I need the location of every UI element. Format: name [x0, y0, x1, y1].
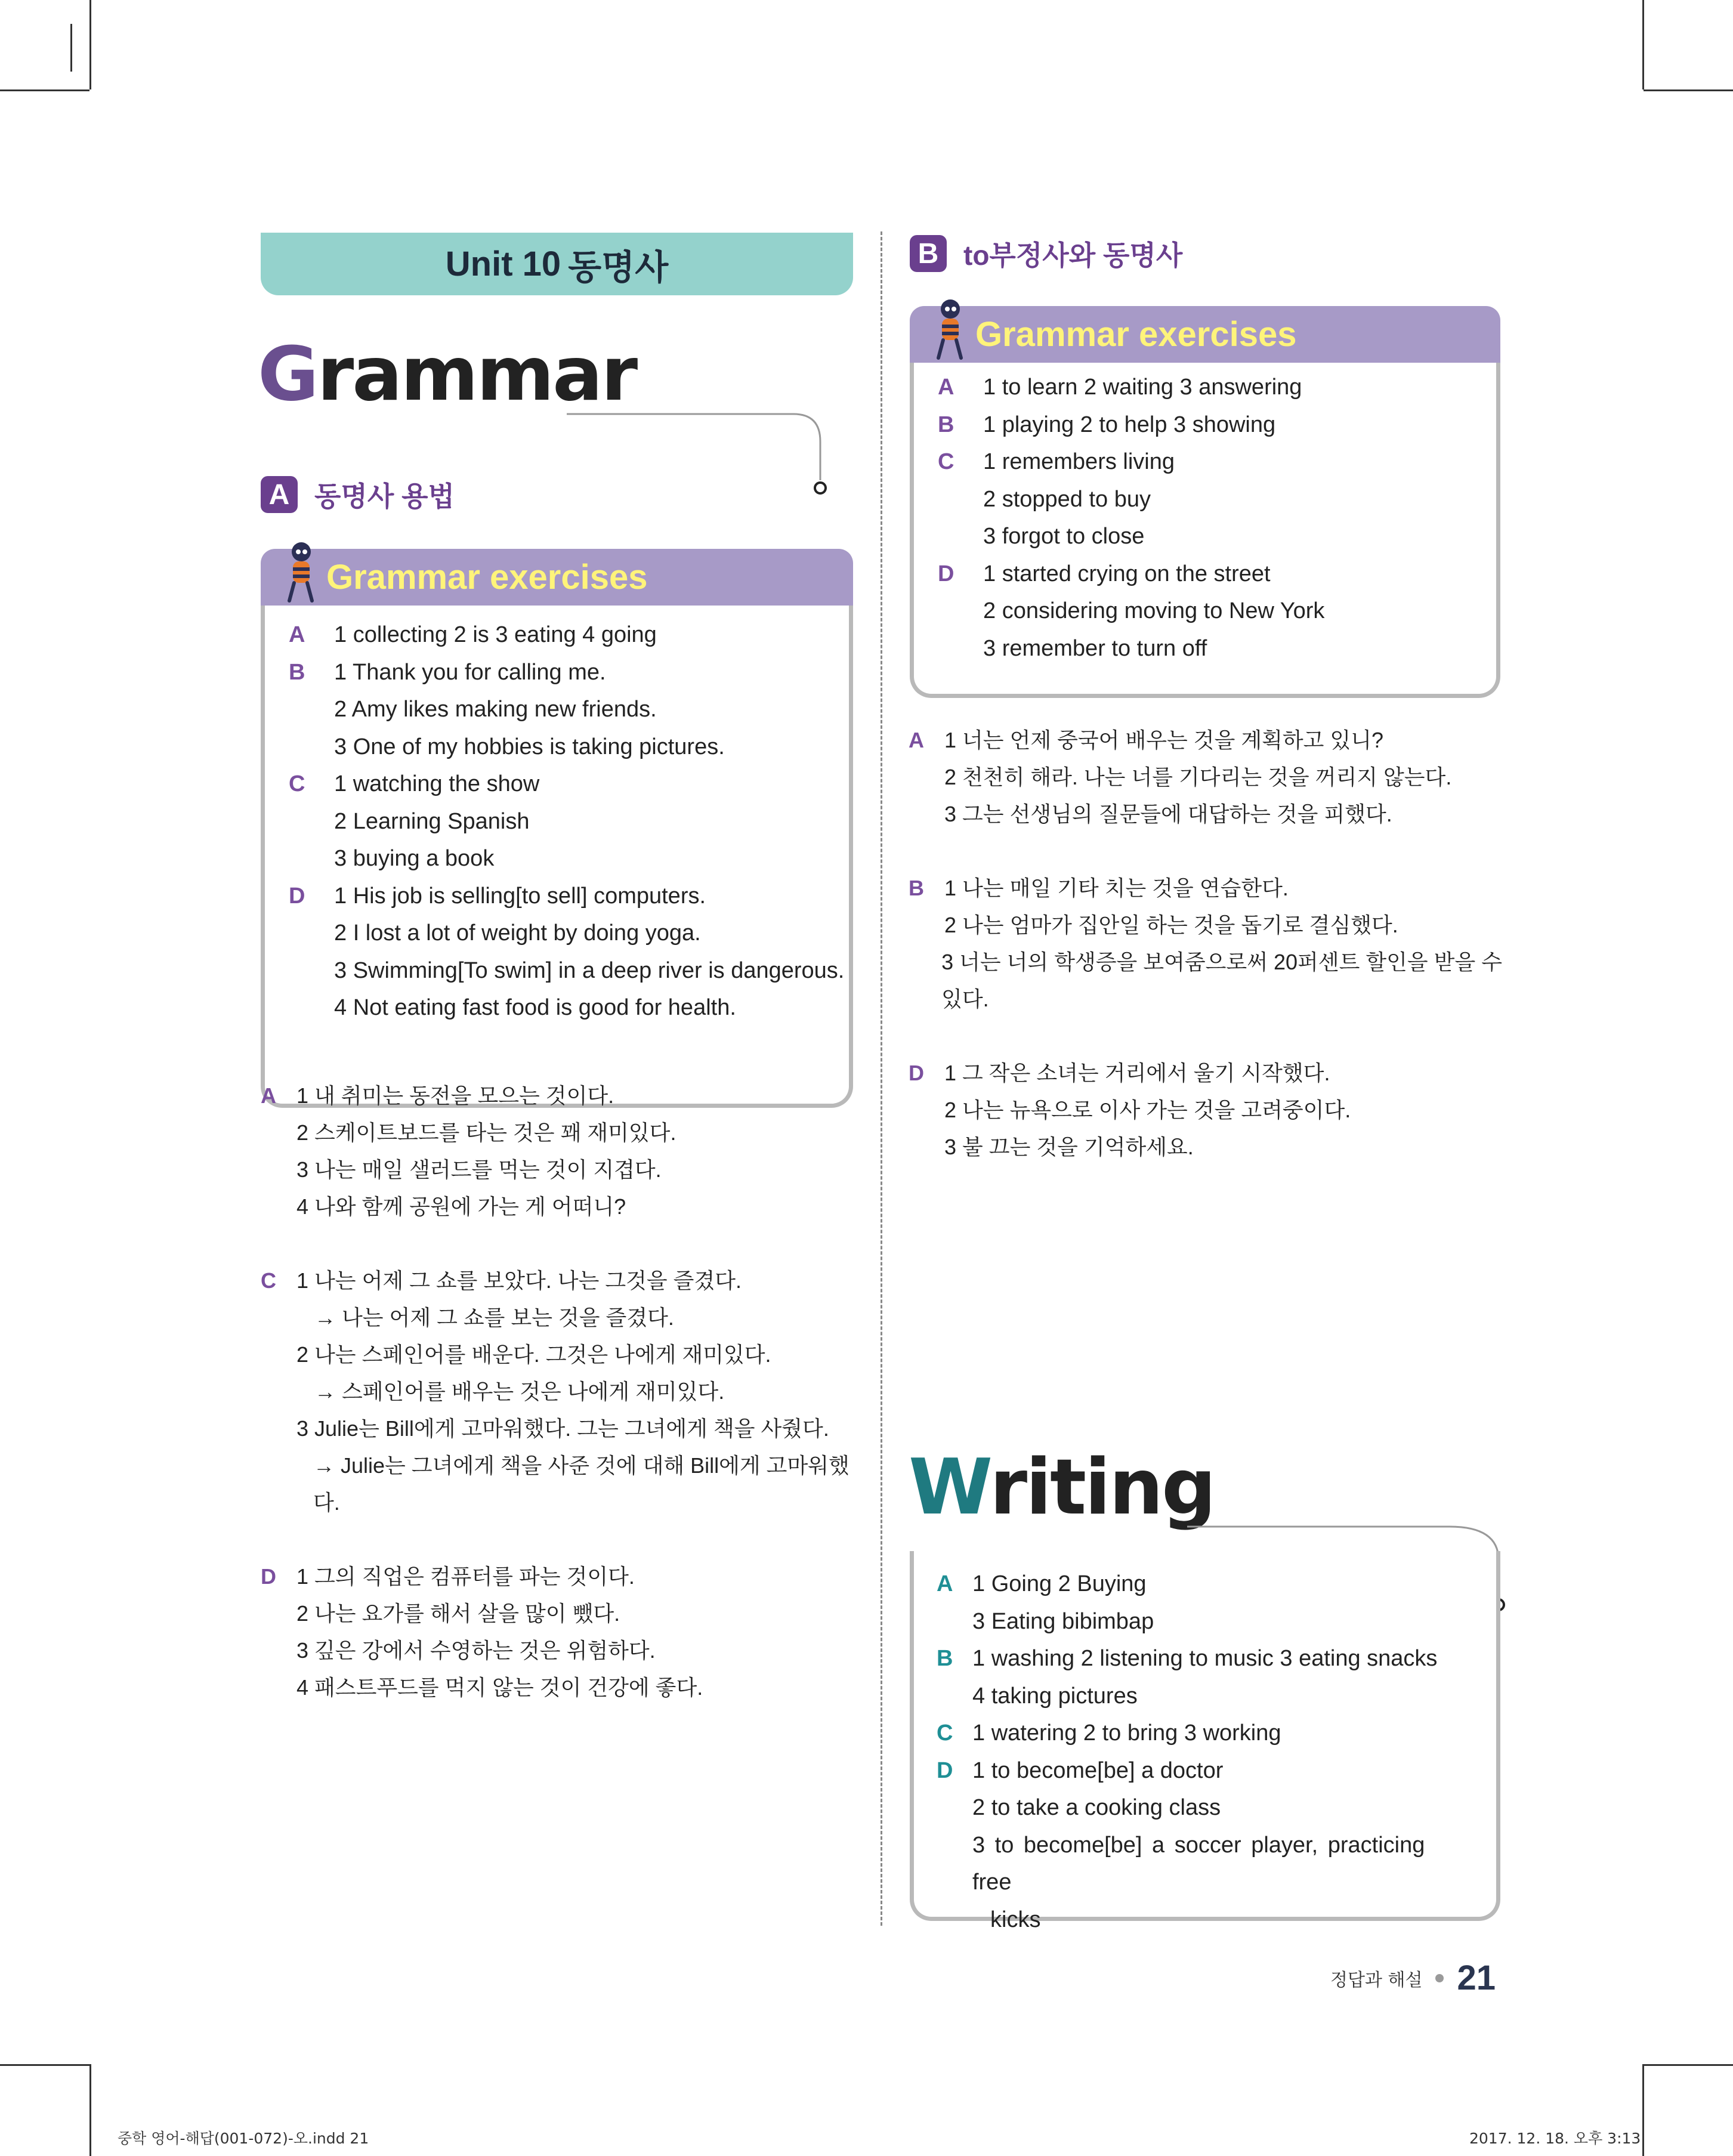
section-a-translations: A 1 내 취미는 동전을 모으는 것이다. 2 스케이트보드를 타는 것은 꽤 재미있다. 3 나는 매일 샐러드를 먹는 것이 지겹다. 4 나와 함께 공원에 가는 게 어떠니? C 1 나는 어제 그 쇼를 보았다. 나는 그것을 즐겼다. → 나는 어제 그 쇼를 보는 것을 즐겼다. 2 나는 스페인어를 배운다. 그것은 나에게 재미있다. → 스페인어를 배우는 것은 나에게 재미있다. 3 Julie는 Bill에게 고마워했다. 그는 그녀에게 책을 사줬다. → Julie는 그녀에게 책을 사준 것에 대해 Bill에게 고마워했다. D 1 그의 직업은 컴퓨터를 파는 것이다. 2 나는 요가를 해서 살을 많이 뺐다. 3 깊은 강에서 수영하는 것은 위험하다. 4 패스트푸드를 먹지 않는 것이 건강에 좋다.: [261, 1077, 857, 1706]
crop-mark: [70, 24, 72, 72]
footer-bullet-icon: [1435, 1974, 1444, 1982]
writing-title-rest: riting: [989, 1443, 1215, 1532]
answer-text: 2 Learning Spanish: [334, 808, 530, 834]
answer-row: [938, 630, 1324, 668]
answer-text: kicks: [990, 1907, 1041, 1932]
section-a-answer-box: [261, 606, 853, 1108]
translation-line: 2 나는 요가를 해서 살을 많이 뺐다.: [296, 1601, 620, 1626]
answer-row: [938, 481, 1324, 518]
section-b-heading: [910, 234, 1182, 273]
answer-row: [289, 952, 844, 990]
answer-row: A 1 to learn 2 waiting 3 answering: [938, 369, 1324, 406]
answer-row: [289, 989, 844, 1027]
translation-line: 1 내 취미는 동전을 모으는 것이다.: [296, 1083, 614, 1108]
section-a-exercise-title: Grammar exercises: [326, 558, 648, 597]
section-b-exercise-header: [910, 306, 1500, 363]
answer-text: 1 to learn 2 waiting 3 answering: [983, 375, 1302, 400]
answer-row: [289, 840, 844, 878]
translation-line: 3 깊은 강에서 수영하는 것은 위험하다.: [296, 1638, 656, 1663]
answer-text: 1 His job is selling[to sell] computers.: [334, 883, 706, 909]
section-b-exercise-title: Grammar exercises: [975, 315, 1297, 354]
answer-row: C 1 watering 2 to bring 3 working: [937, 1715, 1473, 1752]
unit-topic: 동명사: [568, 248, 669, 287]
section-b-title: to부정사와 동명사: [963, 240, 1183, 271]
translation-line: 1 나는 어제 그 쇼를 보았다. 나는 그것을 즐겼다.: [296, 1268, 742, 1293]
section-a-badge: A: [261, 476, 298, 513]
answer-text: 1 washing 2 listening to music 3 eating snacks: [972, 1646, 1438, 1671]
translation-line: → 나는 어제 그 쇼를 보는 것을 즐겼다.: [314, 1305, 674, 1330]
crop-mark: [1644, 89, 1733, 91]
translation-line: 4 나와 함께 공원에 가는 게 어떠니?: [296, 1194, 626, 1219]
answer-text: 3 forgot to close: [983, 524, 1145, 549]
crop-mark: [89, 0, 91, 89]
mascot-icon: [928, 296, 969, 362]
answer-row: C 1 remembers living: [938, 443, 1324, 481]
answer-row: D 1 His job is selling[to sell] computers.: [289, 878, 844, 915]
translation-line: 1 그의 직업은 컴퓨터를 파는 것이다.: [296, 1564, 635, 1589]
answer-row: [937, 1827, 1473, 1901]
section-a-answers: [289, 616, 844, 1027]
section-b-answer-box: [910, 363, 1500, 698]
page-number: 21: [1457, 1959, 1496, 1997]
section-b-badge: B: [910, 235, 947, 272]
answer-text: 1 playing 2 to help 3 showing: [983, 412, 1276, 437]
answer-row: [289, 728, 844, 766]
section-a-exercise-header: [261, 549, 853, 606]
answer-text: 2 I lost a lot of weight by doing yoga.: [334, 921, 701, 946]
translation-line: 1 너는 언제 중국어 배우는 것을 계획하고 있니?: [944, 728, 1384, 752]
grammar-title-line: [567, 412, 859, 495]
answer-text: 1 watching the show: [334, 771, 540, 796]
section-b-exercise-panel: [910, 306, 1500, 698]
answer-row: B 1 Thank you for calling me.: [289, 654, 844, 691]
answer-row: D 1 to become[be] a doctor: [937, 1752, 1473, 1790]
crop-mark: [1642, 2064, 1644, 2156]
section-a-title: 동명사 용법: [314, 481, 455, 512]
translation-line: 1 나는 매일 기타 치는 것을 연습한다.: [944, 876, 1289, 900]
grammar-title: [258, 331, 637, 418]
answer-text: 2 considering moving to New York: [983, 598, 1325, 623]
translation-line: 3 너는 너의 학생증을 보여줌으로써 20퍼센트 할인을 받을 수 있다.: [941, 950, 1503, 1011]
print-slug-file: 중학 영어-해답(001-072)-오.indd 21: [118, 2130, 369, 2147]
answer-text: 1 Going 2 Buying: [972, 1571, 1147, 1596]
footer-section-name: 정답과 해설: [1330, 1969, 1423, 1991]
answer-text: 4 Not eating fast food is good for health.: [334, 995, 736, 1020]
unit-header: [261, 233, 853, 295]
translation-line: 3 불 끄는 것을 기억하세요.: [944, 1135, 1194, 1159]
page-footer: [1330, 1958, 1496, 1998]
translation-line: 2 나는 엄마가 집안일 하는 것을 돕기로 결심했다.: [944, 913, 1398, 937]
answer-row: B 1 washing 2 listening to music 3 eating snacks: [937, 1640, 1473, 1678]
answer-text: 3 One of my hobbies is taking pictures.: [334, 734, 725, 759]
translation-line: 1 그 작은 소녀는 거리에서 울기 시작했다.: [944, 1061, 1330, 1085]
writing-answer-panel: [910, 1551, 1500, 1932]
answer-text: 1 collecting 2 is 3 eating 4 going: [334, 622, 657, 647]
answer-row: [938, 518, 1324, 555]
writing-answers: [937, 1565, 1473, 1938]
translation-line: 2 천천히 해라. 나는 너를 기다리는 것을 꺼리지 않는다.: [944, 765, 1452, 789]
writing-title-cap: W: [909, 1443, 990, 1532]
crop-mark: [1642, 0, 1644, 89]
section-a-exercise-panel: [261, 549, 853, 1108]
answer-row: D 1 started crying on the street: [938, 555, 1324, 593]
answer-row: [937, 1678, 1473, 1715]
answer-row: C 1 watching the show: [289, 765, 844, 803]
mascot-icon: [279, 539, 320, 604]
column-divider: [881, 231, 882, 1926]
grammar-title-cap: G: [258, 331, 317, 418]
answer-row: A 1 Going 2 Buying: [937, 1565, 1473, 1603]
crop-mark: [0, 2064, 89, 2066]
grammar-title-rest: rammar: [317, 331, 637, 418]
section-b-translations: A 1 너는 언제 중국어 배우는 것을 계획하고 있니? 2 천천히 해라. 나는 너를 기다리는 것을 꺼리지 않는다. 3 그는 선생님의 질문들에 대답하는 것을 피했다. B 1 나는 매일 기타 치는 것을 연습한다. 2 나는 엄마가 집안일 하는 것을 돕기로 결심했다. 3 너는 너의 학생증을 보여줌으로써 20퍼센트 할인을 받을 수 있다. D 1 그 작은 소녀는 거리에서 울기 시작했다. 2 나는 뉴욕으로 이사 가는 것을 고려중이다. 3 불 끄는 것을 기억하세요.: [909, 722, 1505, 1166]
crop-mark: [0, 89, 89, 91]
translation-line: 3 Julie는 Bill에게 고마워했다. 그는 그녀에게 책을 사줬다.: [296, 1416, 829, 1441]
answer-text: 1 Thank you for calling me.: [334, 659, 606, 685]
translation-line: 3 그는 선생님의 질문들에 대답하는 것을 피했다.: [944, 802, 1392, 826]
translation-line: 2 스케이트보드를 타는 것은 꽤 재미있다.: [296, 1120, 676, 1145]
writing-answer-box: [910, 1551, 1500, 1932]
answer-text: 1 remembers living: [983, 449, 1175, 474]
translation-line: 4 패스트푸드를 먹지 않는 것이 건강에 좋다.: [296, 1675, 703, 1700]
writing-title: [909, 1443, 1215, 1532]
crop-mark: [89, 2064, 91, 2156]
translation-line: 2 나는 뉴욕으로 이사 가는 것을 고려중이다.: [944, 1098, 1351, 1122]
answer-text: 3 Eating bibimbap: [972, 1608, 1154, 1634]
section-b-answers: [938, 369, 1324, 667]
answer-row: [289, 691, 844, 728]
answer-text: 2 Amy likes making new friends.: [334, 697, 657, 722]
translation-line: 3 나는 매일 샐러드를 먹는 것이 지겹다.: [296, 1157, 662, 1182]
answer-text: 1 to become[be] a doctor: [972, 1757, 1224, 1783]
answer-text: 2 to take a cooking class: [972, 1795, 1221, 1820]
answer-text: 3 to become[be] a soccer player, practicing free: [972, 1832, 1425, 1895]
answer-row: A 1 collecting 2 is 3 eating 4 going: [289, 616, 844, 654]
answer-row: [937, 1901, 1473, 1939]
answer-row: [937, 1789, 1473, 1827]
answer-text: 2 stopped to buy: [983, 486, 1151, 512]
answer-text: 3 buying a book: [334, 846, 495, 871]
answer-row: B 1 playing 2 to help 3 showing: [938, 406, 1324, 444]
answer-text: 4 taking pictures: [972, 1683, 1138, 1709]
print-slug-timestamp: 2017. 12. 18. 오후 3:13: [1469, 2130, 1641, 2147]
answer-row: [289, 803, 844, 841]
translation-line: → Julie는 그녀에게 책을 사준 것에 대해 Bill에게 고마워했다.: [313, 1453, 849, 1515]
answer-row: [937, 1603, 1473, 1641]
answer-row: [938, 592, 1324, 630]
crop-mark: [1644, 2064, 1733, 2066]
translation-line: → 스페인어를 배우는 것은 나에게 재미있다.: [314, 1379, 725, 1404]
answer-text: 1 started crying on the street: [983, 561, 1271, 586]
answer-row: [289, 915, 844, 952]
section-a-heading: [261, 475, 455, 514]
answer-text: 3 remember to turn off: [983, 635, 1207, 661]
unit-label: Unit 10: [445, 245, 561, 283]
translation-line: 2 나는 스페인어를 배운다. 그것은 나에게 재미있다.: [296, 1342, 771, 1367]
answer-text: 3 Swimming[To swim] in a deep river is dangerous.: [334, 957, 845, 983]
answer-text: 1 watering 2 to bring 3 working: [972, 1721, 1281, 1746]
